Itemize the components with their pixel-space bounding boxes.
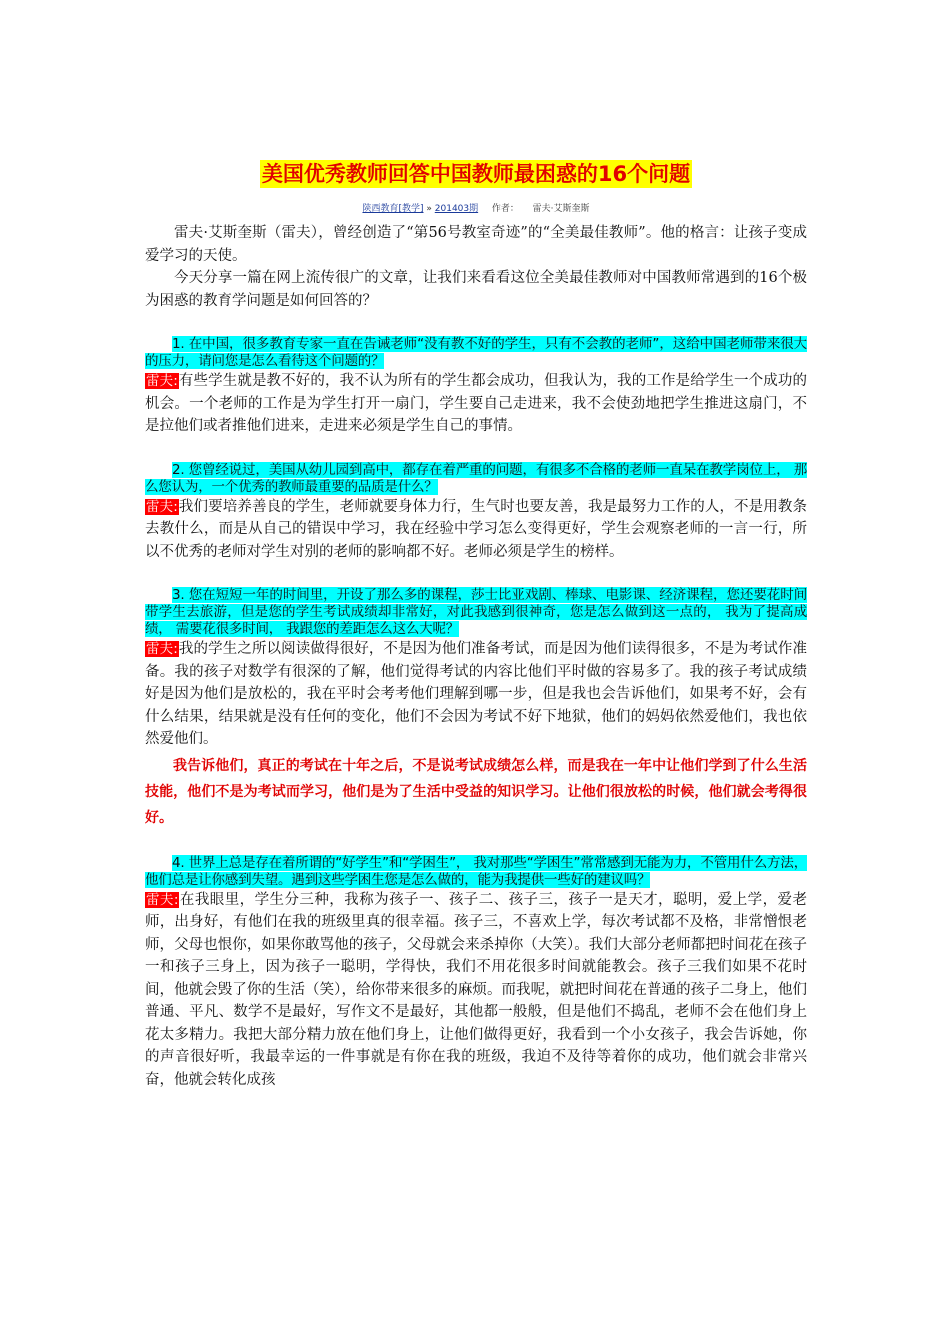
question-text: 3. 您在短短一年的时间里，开设了那么多的课程，莎士比亚戏剧、棒球、电影课、经济课程，您还要花时间带学生去旅游，但是您的学生考试成绩却非常好，对此我感到很神奇，您是怎么做到这一点的， 我为了提高成绩， 需要花很多时间， 我跟您的差距怎么这么大呢？ — [145, 587, 807, 637]
answer-block — [145, 638, 807, 751]
answer-text: 在我眼里，学生分三种，我称为孩子一、孩子二、孩子三，孩子一是天才，聪明，爱上学，爱老师，出身好，有他们在我的班级里真的很幸福。孩子三，不喜欢上学，每次考试都不及格，非常憎恨老师，父母也恨你，如果你敢骂他的孩子，父母就会来杀掉你（大笑）。我们大部分老师都把时间花在孩子一和孩子三身上，因为孩子一聪明，学得快，我们不用花很多时间就能教会。孩子三我们如果不花时间，他就会毁了你的生活（笑），给你带来很多的麻烦。而我呢，就把时间花在普通的孩子二身上，他们普通、平凡、数学不是最好，写作文不是最好，其他都一般般，但是他们不捣乱，老师不会在他们身上花太多精力。我把大部分精力放在他们身上，让他们做得更好，我看到一个小女孩子，我会告诉她，你的声音很好听，我最幸运的一件事就是有你在我的班级，我迫不及待等着你的成功，他们就会非常兴奋，他就会转化成孩 — [145, 891, 807, 1088]
speaker-label: 雷夫: — [146, 891, 179, 908]
answer-block — [145, 496, 807, 564]
answer-text: 有些学生就是教不好的，我不认为所有的学生都会成功，但我认为，我的工作是给学生一个成功的机会。一个老师的工作是为学生打开一扇门，学生要自己走进来，我不会使劲地把学生推进这扇门，不是拉他们或者推他们进来，走进来必须是学生自己的事情。 — [145, 373, 807, 434]
question-text: 1. 在中国，很多教育专家一直在告诫老师“没有教不好的学生，只有不会教的老师”，这给中国老师带来很大的压力，请问您是怎么看待这个问题的？ — [145, 336, 807, 369]
issue-link[interactable]: 201403期 — [434, 204, 479, 214]
author-name: 雷夫·艾斯奎斯 — [532, 204, 590, 214]
question-text: 4. 世界上总是存在着所谓的“好学生”和“学困生”， 我对那些“学困生”常常感到无能为力，不管用什么方法，他们总是让你感到失望。遇到这些学困生您是怎么做的，能为我提供一些好的建议吗？ — [145, 854, 807, 888]
intro-section — [145, 222, 807, 312]
emphasis-paragraph: 我告诉他们，真正的考试在十年之后，不是说考试成绩怎么样，而是我在一年中让他们学到了什么生活技能，他们不是为考试而学习，他们是为了生活中受益的知识学习。让他们很放松的时候，他们就会考得很好。 — [145, 757, 807, 826]
question-block — [145, 462, 807, 496]
speaker-label: 雷夫: — [146, 498, 178, 515]
title-block — [145, 160, 807, 188]
question-block — [145, 855, 807, 889]
answer-text: 我的学生之所以阅读做得很好，不是因为他们准备考试，而是因为他们读得很多，不是为考试作准备。我的孩子对数学有很深的了解，他们觉得考试的内容比他们平时做的容易多了。我的孩子考试成绩好是因为他们是放松的，我在平时会考考他们理解到哪一步，但是我也会告诉他们，如果考不好，会有什么结果，结果就是没有任何的变化，他们不会因为考试不好下地狱，他们的妈妈依然爱他们，我也依然爱他们。 — [145, 641, 807, 747]
answer-block — [145, 370, 807, 438]
answer-block — [145, 889, 807, 1092]
meta-separator: » — [426, 204, 432, 214]
article-body — [145, 160, 807, 1091]
answer-text: 我们要培养善良的学生，老师就要身体力行，生气时也要友善，我是最努力工作的人，不是用教条去教什么，而是从自己的错误中学习，我在经验中学习怎么变得更好，学生会观察老师的一言一行，所以不优秀的老师对学生对别的老师的影响都不好。老师必须是学生的榜样。 — [145, 498, 807, 560]
intro-paragraph: 今天分享一篇在网上流传很广的文章，让我们来看看这位全美最佳教师对中国教师常遇到的16个极为困惑的教育学问题是如何回答的？ — [145, 270, 807, 309]
author-label: 作者： — [491, 204, 519, 214]
speaker-label: 雷夫: — [146, 641, 178, 657]
speaker-label: 雷夫: — [146, 373, 178, 389]
intro-paragraph: 雷夫·艾斯奎斯（雷夫），曾经创造了“第56号教室奇迹”的“全美最佳教师”。他的格言：让孩子变成爱学习的天使。 — [145, 225, 807, 264]
article-title: 美国优秀教师回答中国教师最困惑的16个问题 — [261, 162, 691, 186]
article-meta — [145, 202, 807, 216]
question-block — [145, 587, 807, 638]
question-block — [145, 336, 807, 370]
source-link[interactable]: 陕西教育[教学] — [362, 204, 424, 214]
question-text: 2. 您曾经说过，美国从幼儿园到高中，都存在着严重的问题，有很多不合格的老师一直呆在教学岗位上， 那么您认为，一个优秀的教师最重要的品质是什么？ — [145, 461, 807, 495]
